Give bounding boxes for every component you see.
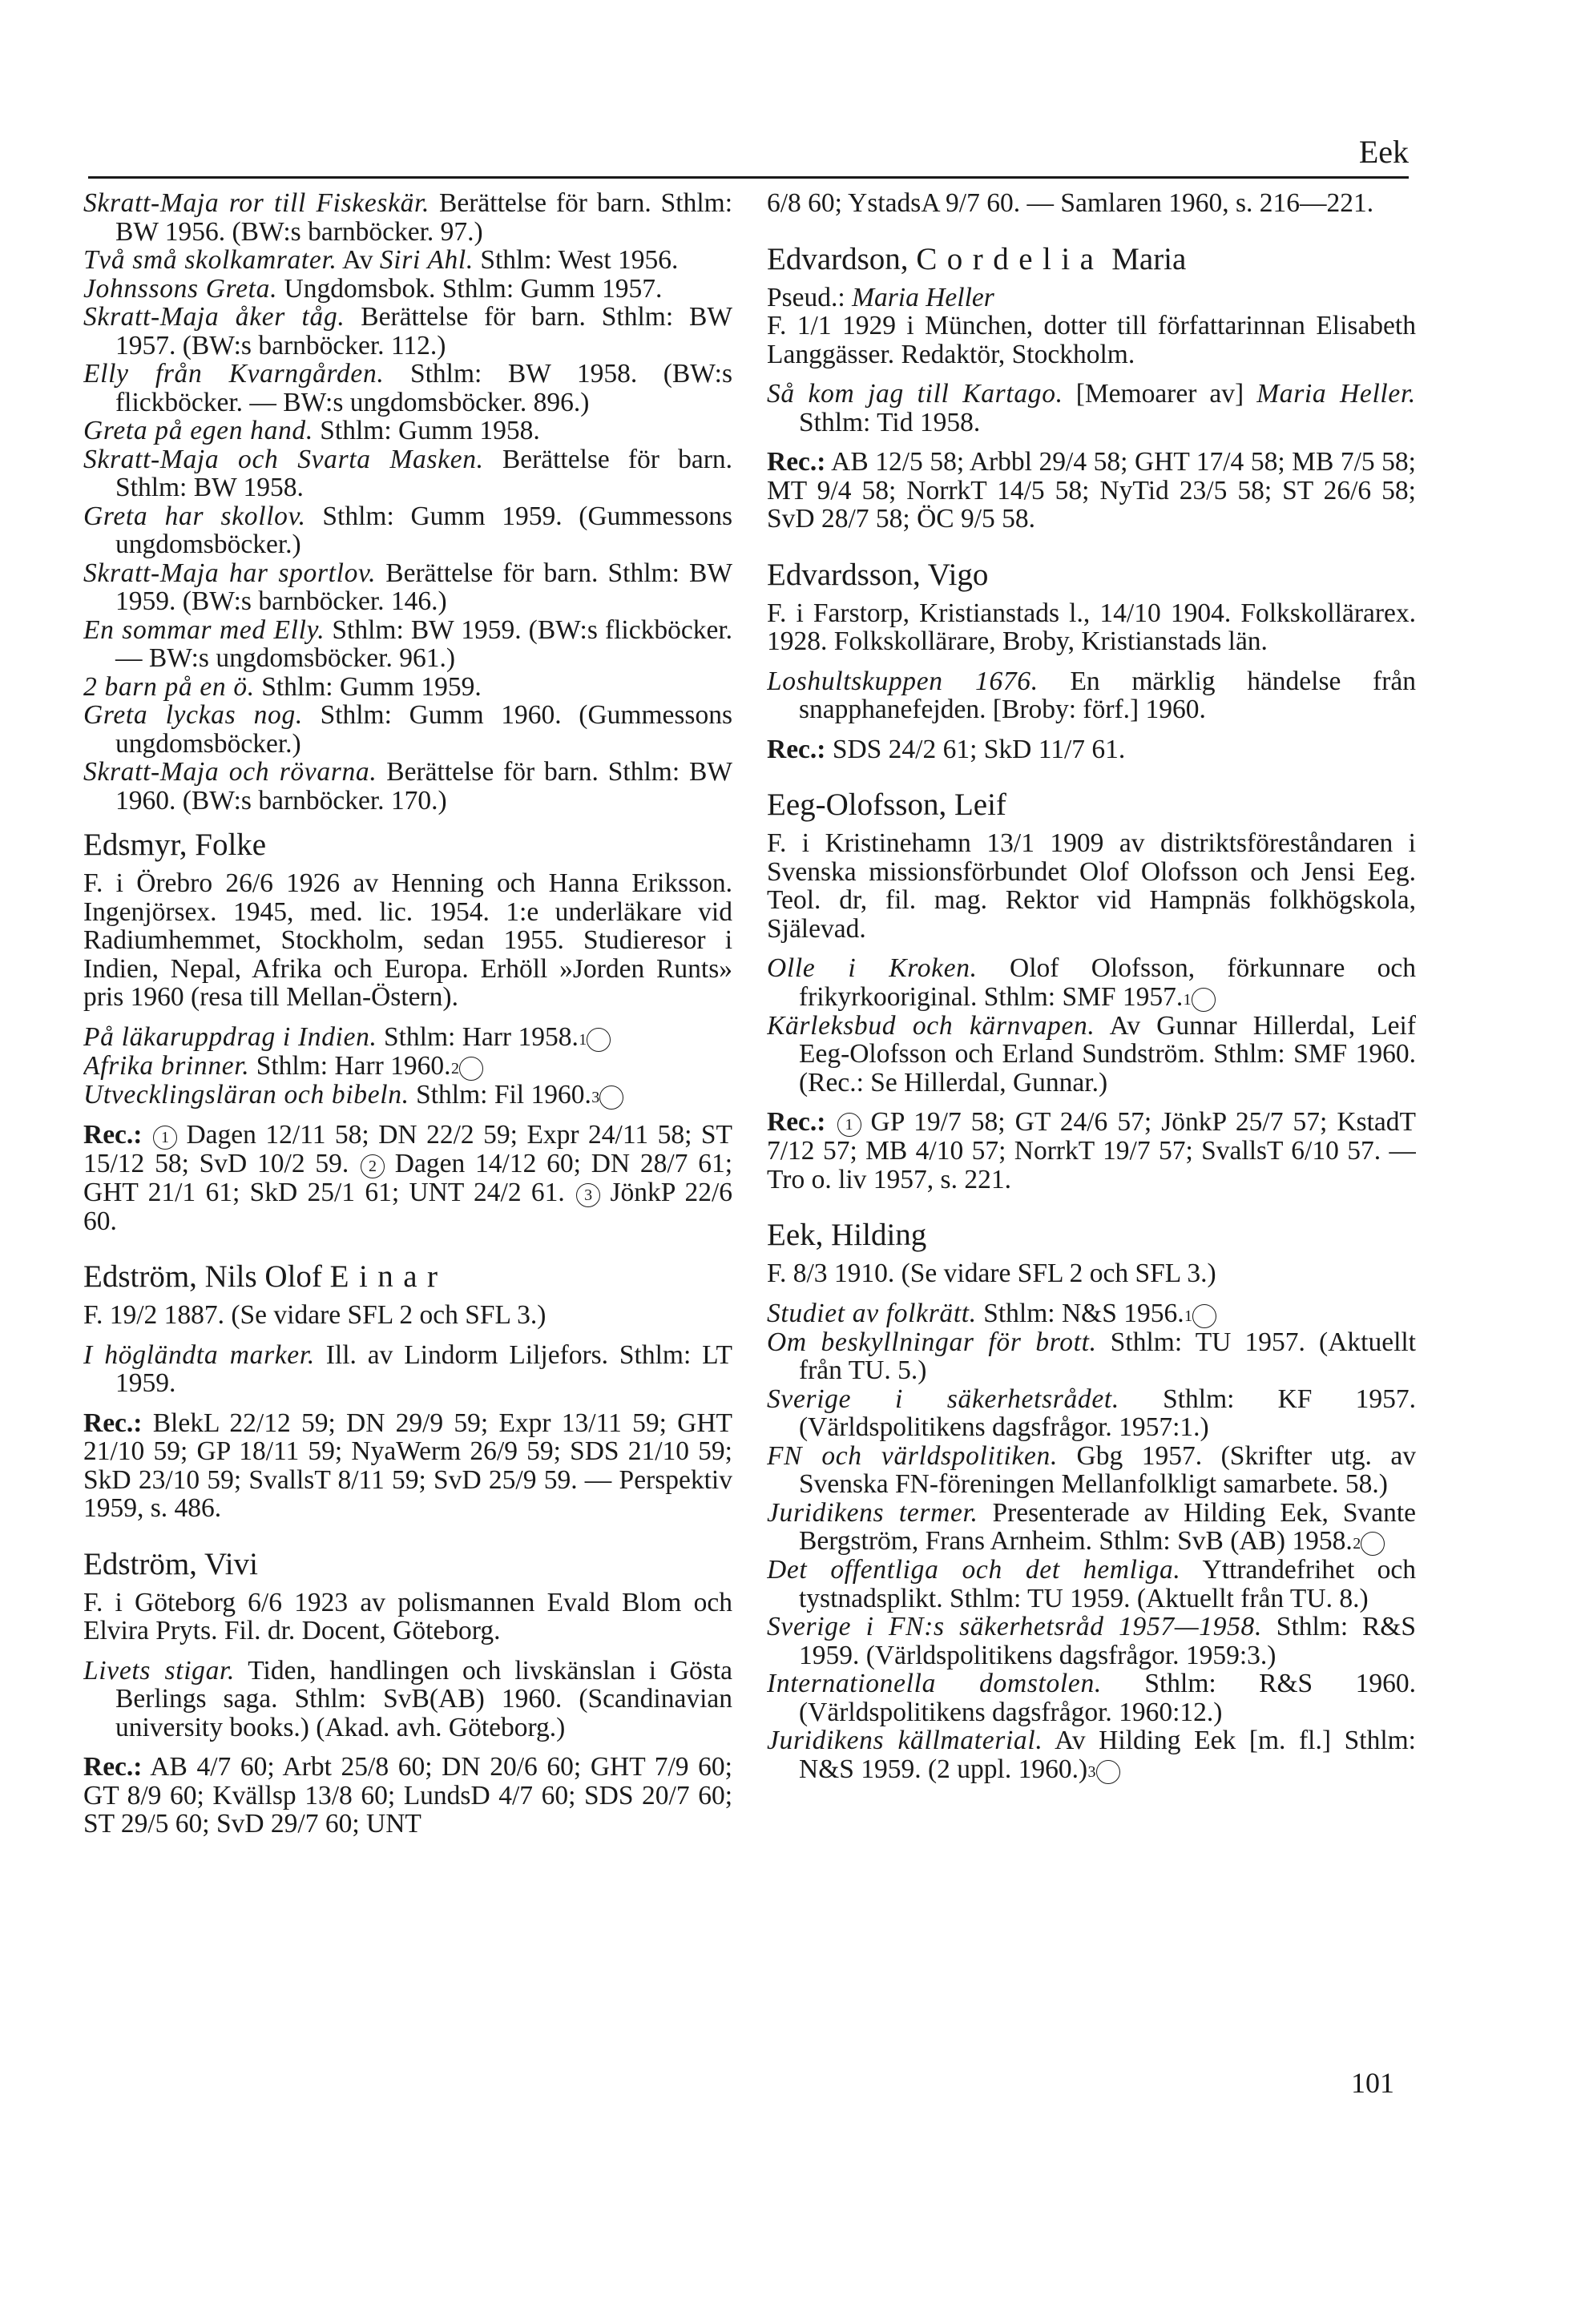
work-list [767, 667, 1416, 724]
work-entry: Olle i Kroken. Olof Olofsson, förkunnare och frikyrkooriginal. Sthlm: SMF 1957. 1 [767, 953, 1416, 1012]
work-entry: Greta på egen hand. Sthlm: Gumm 1958. [83, 416, 540, 445]
work-title: Internationella domstolen. [767, 1669, 1102, 1698]
reviews: Rec.: 1 GP 19/7 58; GT 24/6 57; JönkP 25/7 57; KstadT 7/12 57; MB 4/10 57; NorrkT 19/7 57; SvallsT 6/10 57. — Tro o. liv 1957, s. 221. [767, 1107, 1416, 1194]
work-title: Två små skolkamrater. [83, 245, 337, 275]
entry-heading: Edvardson, Cordelia Maria [767, 241, 1187, 276]
circled-number: 2 [361, 1154, 385, 1178]
entry-edvardson [767, 240, 1416, 534]
work-title: Elly från Kvarngården. [83, 359, 385, 389]
circled-number: 3 [1096, 1760, 1120, 1784]
circled-number: 3 [599, 1085, 623, 1110]
work-entry: Internationella domstolen. Sthlm: R&S 1960. (Världspolitikens dagsfrågor. 1960:12.) [767, 1669, 1416, 1727]
work-entry: På läkaruppdrag i Indien. Sthlm: Harr 1958. 1 [83, 1023, 732, 1052]
circled-number: 1 [153, 1126, 177, 1150]
entry-eek-hilding [767, 1216, 1416, 1784]
entry-eeg-olofsson [767, 786, 1416, 1194]
work-title: Det offentliga och det hemliga. [767, 1555, 1181, 1585]
work-entry: En sommar med Elly. Sthlm: BW 1959. (BW:s flickböcker. — BW:s ungdomsböcker. 961.) [83, 614, 732, 673]
entry-biography: F. i Farstorp, Kristianstads l., 14/10 1904. Folkskollärarex. 1928. Folkskollärare, Broby, Kristianstads län. [767, 598, 1416, 656]
work-title: Kärleksbud och kärnvapen. [767, 1010, 1095, 1041]
entry-heading: Eeg-Olofsson, Leif [767, 787, 1006, 822]
pseudonym: Pseud.: Maria Heller [767, 282, 994, 312]
work-entry: Greta lyckas nog. Sthlm: Gumm 1960. (Gummessons ungdomsböcker.) [83, 700, 732, 759]
work-title: Sverige i FN:s säkerhetsråd 1957—1958. [767, 1612, 1263, 1641]
header-rule [88, 176, 1409, 179]
page-number: 101 [1351, 2067, 1394, 2099]
work-entry: Skratt-Maja åker tåg. Berättelse för barn. Sthlm: BW 1957. (BW:s barnböcker. 112.) [83, 302, 732, 360]
entry-heading: Edvardsson, Vigo [767, 557, 989, 592]
work-entry: Livets stigar. Tiden, handlingen och livskänslan i Gösta Berlings saga. Sthlm: SvB(AB) 1960. (Scandinavian university books.) (Akad. avh. Göteborg.) [83, 1655, 732, 1742]
entry-biography: F. 1/1 1929 i München, dotter till författarinnan Elisabeth Langgässer. Redaktör, Stockholm. [767, 311, 1416, 369]
work-entry: FN och världspolitiken. Gbg 1957. (Skrifter utg. av Svenska FN-föreningen Mellanfolkligt samarbete. 58.) [767, 1440, 1416, 1499]
work-title: FN och världspolitiken. [767, 1440, 1058, 1471]
reviews: 6/8 60; YstadsA 9/7 60. — Samlaren 1960, s. 216—221. [767, 189, 1374, 218]
work-list [767, 1299, 1416, 1784]
work-list [767, 954, 1416, 1097]
work-entry: Utvecklingsläran och bibeln. Sthlm: Fil 1960. 3 [83, 1081, 732, 1110]
continued-reviews [767, 189, 1416, 218]
work-list [767, 380, 1416, 437]
work-title: Sverige i säkerhetsrådet. [767, 1384, 1119, 1414]
work-entry: Skratt-Maja har sportlov. Berättelse för barn. Sthlm: BW 1959. (BW:s barnböcker. 146.) [83, 558, 732, 616]
work-title: Greta lyckas nog. [83, 700, 303, 730]
work-list [83, 1657, 732, 1742]
circled-number: 2 [1361, 1532, 1385, 1556]
work-title: Johnssons Greta. [83, 273, 278, 304]
circled-number: 1 [1192, 1304, 1216, 1328]
reviews: Rec.: AB 4/7 60; Arbt 25/8 60; DN 20/6 60; GHT 7/9 60; GT 8/9 60; Kvällsp 13/8 60; LundsD 4/7 60; SDS 20/7 60; ST 29/5 60; SvD 29/7 60; UNT [83, 1752, 732, 1839]
work-title: Loshultskuppen 1676. [767, 666, 1039, 696]
work-title: Om beskyllningar för brott. [767, 1327, 1097, 1357]
work-entry: Skratt-Maja och Svarta Masken. Berättelse för barn. Sthlm: BW 1958. [83, 444, 732, 502]
work-entry: Johnssons Greta. Ungdomsbok. Sthlm: Gumm 1957. [83, 273, 663, 304]
work-title: Utvecklingsläran och bibeln. [83, 1079, 409, 1110]
work-title: Olle i Kroken. [767, 953, 978, 983]
rec-label: Rec.: [767, 1107, 826, 1137]
work-title: Greta på egen hand. [83, 416, 313, 445]
circled-number: 3 [576, 1183, 600, 1207]
rec-label: Rec.: [767, 447, 826, 477]
work-title: Så kom jag till Kartago. [767, 379, 1063, 409]
work-list [83, 1023, 732, 1110]
work-entry: Skratt-Maja och rövarna. Berättelse för barn. Sthlm: BW 1960. (BW:s barnböcker. 170.) [83, 757, 732, 816]
work-entry: Sverige i säkerhetsrådet. Sthlm: KF 1957. (Världspolitikens dagsfrågor. 1957:1.) [767, 1384, 1416, 1442]
work-title: Juridikens källmaterial. [767, 1726, 1043, 1755]
entry-heading: Eek, Hilding [767, 1218, 927, 1252]
reviews: Rec.: 1 Dagen 12/11 58; DN 22/2 59; Expr 24/11 58; ST 15/12 58; SvD 10/2 59. 2 Dagen 14/12 60; DN 28/7 61; GHT 21/1 61; SkD 25/1 61; UNT 24/2 61. 3 JönkP 22/6 60. [83, 1119, 732, 1236]
circled-number: 1 [1192, 988, 1216, 1012]
circled-number: 1 [587, 1028, 611, 1052]
work-entry: 2 barn på en ö. Sthlm: Gumm 1959. [83, 671, 482, 702]
work-entry: Om beskyllningar för brott. Sthlm: TU 1957. (Aktuellt från TU. 5.) [767, 1327, 1416, 1385]
work-entry: Så kom jag till Kartago. [Memoarer av] Maria Heller. Sthlm: Tid 1958. [767, 379, 1416, 437]
circled-number: 2 [459, 1057, 483, 1081]
rec-label: Rec.: [767, 734, 826, 764]
entry-edsmyr [83, 826, 732, 1235]
work-title: Greta har skollov. [83, 501, 306, 531]
entry-biography: F. 19/2 1887. (Se vidare SFL 2 och SFL 3.) [83, 1300, 546, 1330]
running-head-word: Eek [1358, 134, 1409, 170]
work-title: I högländta marker. [83, 1339, 315, 1370]
entry-edstrom-nils [83, 1258, 732, 1523]
entry-biography: F. i Örebro 26/6 1926 av Henning och Hanna Eriksson. Ingenjörsex. 1945, med. lic. 1954. 1:e underläkare vid Radiumhemmet, Stockholm, sedan 1955. Studieresor i Indien, Nepal, Afrika och Europa. Erhöll »Jorden Runts» pris 1960 (resa till Mellan-Östern). [83, 868, 732, 1012]
rec-label: Rec.: [83, 1408, 143, 1438]
reviews: Rec.: SDS 24/2 61; SkD 11/7 61. [767, 734, 1126, 764]
work-title: Skratt-Maja åker tåg. [83, 302, 345, 332]
work-title: På läkaruppdrag i Indien. [83, 1021, 377, 1052]
entry-biography: F. i Göteborg 6/6 1923 av polismannen Evald Blom och Elvira Pryts. Fil. dr. Docent, Göteborg. [83, 1587, 732, 1645]
work-title: Studiet av folkrätt. [767, 1298, 977, 1328]
work-entry: Loshultskuppen 1676. En märklig händelse från snapphanefejden. [Broby: förf.] 1960. [767, 666, 1416, 724]
entry-heading: Edsmyr, Folke [83, 828, 267, 862]
work-entry: I högländta marker. Ill. av Lindorm Liljefors. Sthlm: LT 1959. [83, 1339, 732, 1398]
work-title: Afrika brinner. [83, 1050, 250, 1081]
running-head [88, 128, 1409, 176]
entry-edvardsson-vigo [767, 556, 1416, 764]
work-title: 2 barn på en ö. [83, 671, 255, 702]
work-entry: Studiet av folkrätt. Sthlm: N&S 1956. 1 [767, 1299, 1416, 1328]
work-entry: Afrika brinner. Sthlm: Harr 1960. 2 [83, 1052, 732, 1081]
work-title: En sommar med Elly. [83, 614, 325, 645]
work-entry: Två små skolkamrater. Av Siri Ahl. Sthlm: West 1956. [83, 245, 679, 275]
entry-biography: F. i Kristinehamn 13/1 1909 av distriktsföreståndaren i Svenska missionsförbundet Olof Olofsson och Jensi Eeg. Teol. dr, fil. mag. Rektor vid Hampnäs folkhögskola, Själevad. [767, 828, 1416, 944]
work-title: Skratt-Maja och Svarta Masken. [83, 444, 484, 474]
right-column [767, 189, 1416, 2168]
work-entry: Sverige i FN:s säkerhetsråd 1957—1958. Sthlm: R&S 1959. (Världspolitikens dagsfrågor. 1959:3.) [767, 1612, 1416, 1670]
work-list [83, 1341, 732, 1398]
continued-work-list [83, 189, 732, 815]
work-title: Juridikens termer. [767, 1497, 978, 1528]
reviews: Rec.: BlekL 22/12 59; DN 29/9 59; Expr 13/11 59; GHT 21/10 59; GP 18/11 59; NyaWerm 26/9 59; SDS 21/10 59; SkD 23/10 59; SvallsT 8/11 59; SvD 25/9 59. — Perspektiv 1959, s. 486. [83, 1408, 732, 1523]
entry-heading: Edström, Nils Olof Einar [83, 1259, 448, 1294]
work-entry: Skratt-Maja ror till Fiskeskär. Berättelse för barn. Sthlm: BW 1956. (BW:s barnböcker. 97.) [83, 189, 732, 247]
rec-label: Rec.: [83, 1119, 143, 1150]
left-column [83, 189, 732, 2168]
entry-biography: F. 8/3 1910. (Se vidare SFL 2 och SFL 3.) [767, 1259, 1216, 1288]
work-entry: Greta har skollov. Sthlm: Gumm 1959. (Gummessons ungdomsböcker.) [83, 501, 732, 559]
work-title: Skratt-Maja har sportlov. [83, 558, 377, 588]
reviews: Rec.: AB 12/5 58; Arbbl 29/4 58; GHT 17/4 58; MB 7/5 58; MT 9/4 58; NorrkT 14/5 58; NyTid 23/5 58; ST 26/6 58; SvD 28/7 58; ÖC 9/5 58. [767, 447, 1416, 534]
work-entry: Kärleksbud och kärnvapen. Av Gunnar Hillerdal, Leif Eeg-Olofsson och Erland Sundström. Sthlm: SMF 1960. (Rec.: Se Hillerdal, Gunnar.) [767, 1010, 1416, 1098]
rec-label: Rec.: [83, 1752, 143, 1782]
work-entry: Det offentliga och det hemliga. Yttrandefrihet och tystnadsplikt. Sthlm: TU 1959. (Aktuellt från TU. 8.) [767, 1555, 1416, 1613]
work-title: Skratt-Maja ror till Fiskeskär. [83, 189, 430, 218]
work-entry: Juridikens termer. Presenterade av Hilding Eek, Svante Bergström, Frans Arnheim. Sthlm: SvB (AB) 1958. 2 [767, 1497, 1416, 1556]
work-entry: Juridikens källmaterial. Av Hilding Eek [m. fl.] Sthlm: N&S 1959. (2 uppl. 1960.) 3 [767, 1726, 1416, 1784]
work-title: Skratt-Maja och rövarna. [83, 757, 377, 787]
entry-edstrom-vivi [83, 1545, 732, 1839]
work-title: Livets stigar. [83, 1655, 236, 1686]
entry-heading: Edström, Vivi [83, 1546, 258, 1581]
work-entry: Elly från Kvarngården. Sthlm: BW 1958. (BW:s flickböcker. — BW:s ungdomsböcker. 896.) [83, 359, 732, 417]
circled-number: 1 [837, 1113, 861, 1137]
